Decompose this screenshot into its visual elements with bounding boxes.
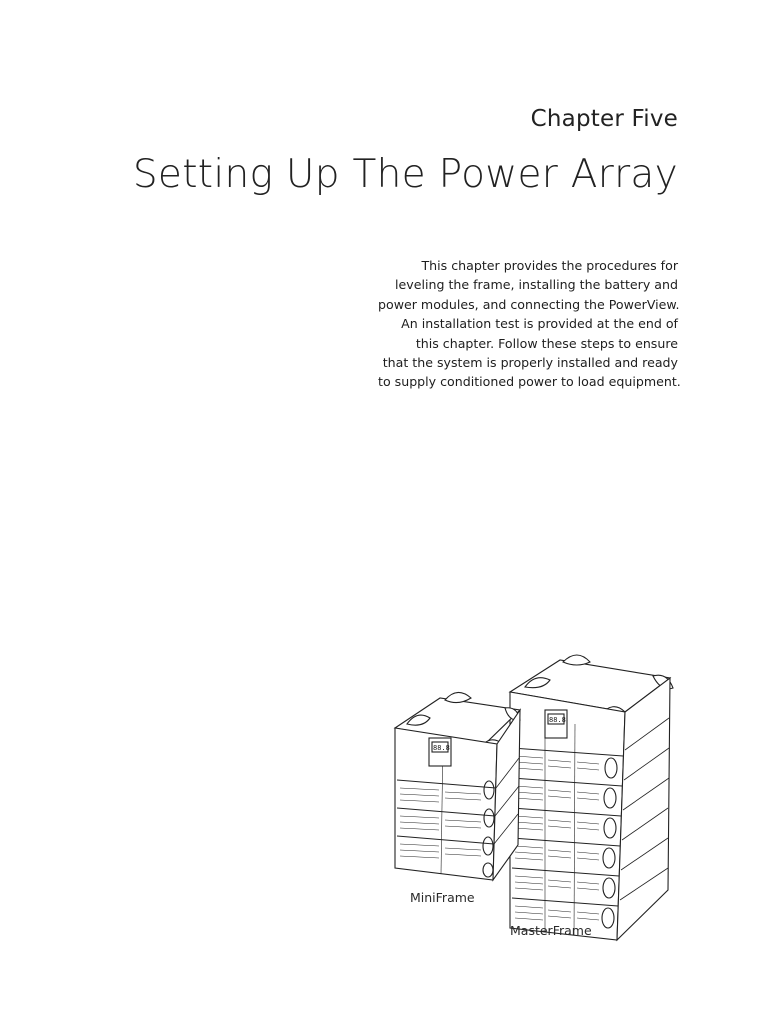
intro-line: power modules, and connecting the PowerView. [378, 296, 680, 312]
chapter-title: Setting Up The Power Array [132, 152, 678, 197]
masterframe-caption: MasterFrame [510, 923, 592, 938]
chapter-label: Chapter Five [530, 106, 678, 132]
intro-line: to supply conditioned power to load equipment. [378, 374, 681, 390]
intro-line: this chapter. Follow these steps to ensure [415, 335, 678, 351]
miniframe-cabinet [395, 692, 520, 880]
intro-line: An installation test is provided at the end of [401, 316, 678, 332]
intro-line: This chapter provides the procedures for [421, 258, 678, 273]
intro-line: leveling the frame, installing the battery and [395, 277, 678, 293]
miniframe-display-readout: 88.8 [433, 744, 450, 752]
miniframe-caption: MiniFrame [410, 890, 475, 905]
masterframe-cabinet [510, 655, 673, 940]
intro-line: that the system is properly installed and ready [382, 355, 678, 371]
masterframe-display-readout: 88.8 [549, 716, 566, 724]
chapter-intro-paragraph [378, 256, 681, 392]
